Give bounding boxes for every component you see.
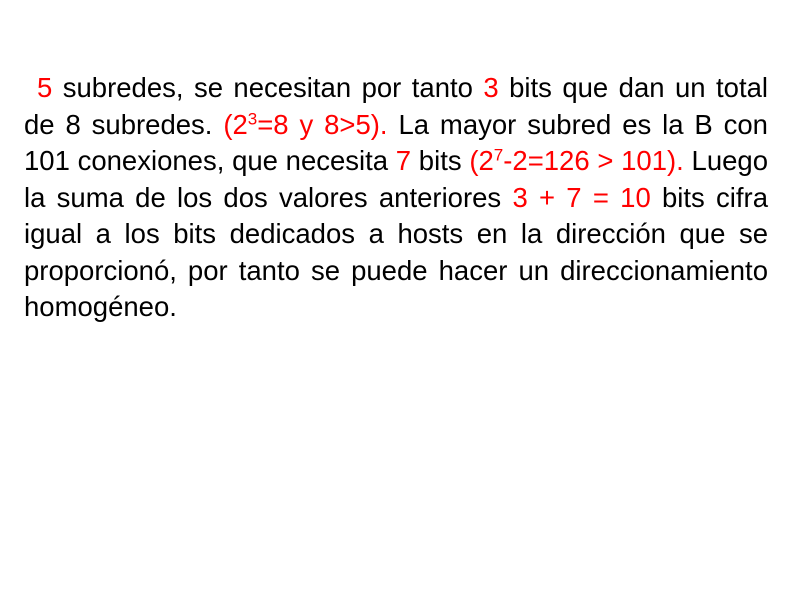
formula-rest: -2=126 > 101).: [503, 145, 684, 176]
text-segment: bits: [411, 145, 470, 176]
text-segment: bits cifra igual a los bits dedicados a hosts en la dirección que se proporcionó, por tanto se puede hacer un direccionamiento homogéneo.: [24, 181, 769, 322]
text-segment: bits que dan un total de 8 subredes.: [24, 72, 768, 140]
body-paragraph: [24, 70, 768, 326]
text-segment: Luego la suma de los dos valores anteriores: [24, 145, 768, 213]
highlight-subnet-count: 5: [37, 72, 53, 103]
formula-base: (2: [469, 145, 494, 176]
formula-exponent: 3: [247, 109, 258, 129]
formula-base: (2: [223, 108, 248, 140]
highlight-formula-hosts: [469, 145, 684, 176]
formula-exponent: 7: [493, 145, 504, 165]
highlight-formula-subnets: [223, 109, 387, 140]
highlight-bit-sum: 3 + 7 = 10: [512, 181, 651, 213]
text-segment: La mayor subred es la B con 101 conexiones, que necesita: [24, 108, 768, 176]
formula-rest: =8 y 8>5).: [257, 108, 388, 140]
highlight-subnet-bits: 3: [483, 72, 499, 103]
highlight-host-bits: 7: [395, 145, 412, 176]
text-segment: subredes, se necesitan por tanto: [52, 72, 484, 103]
